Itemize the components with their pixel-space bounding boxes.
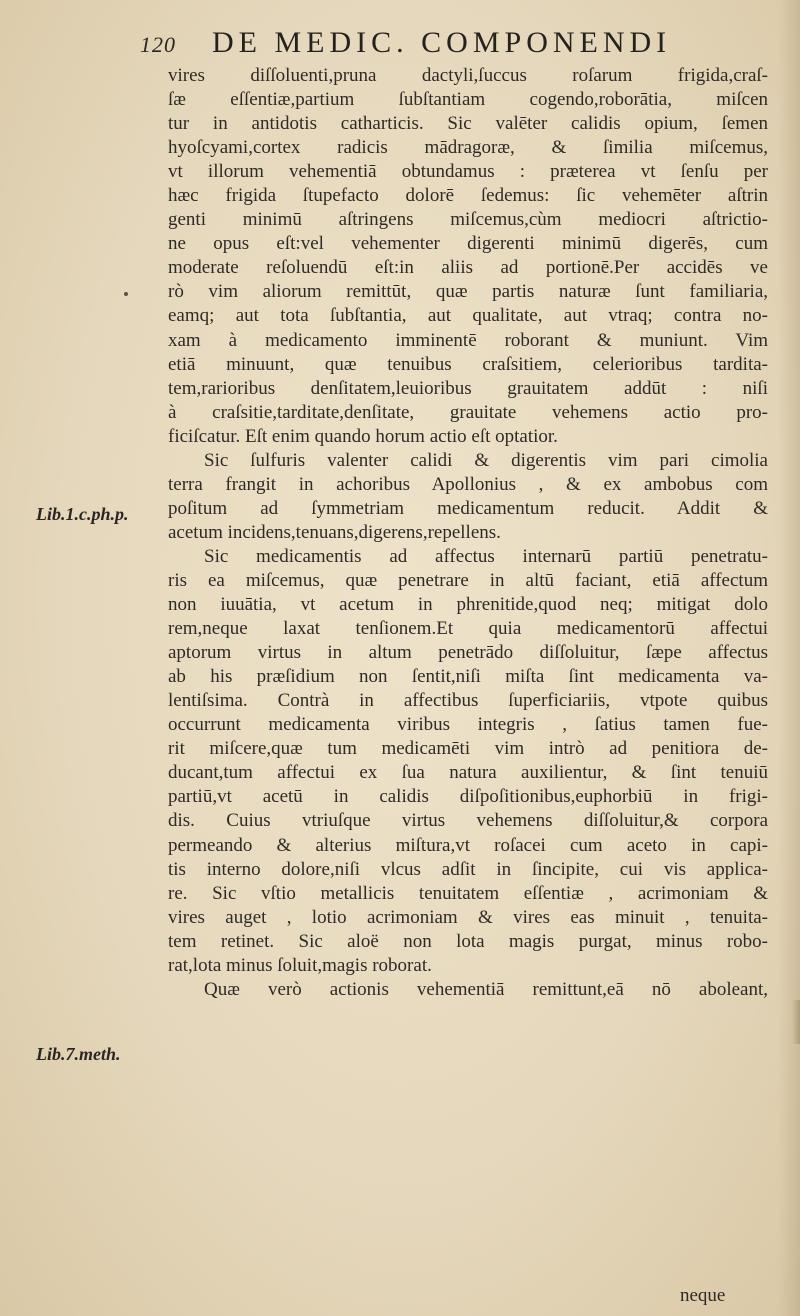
page-header: [140, 26, 730, 66]
text-line: genti minimū aſtringens miſcemus,cùm mediocri aſtrictio-: [168, 209, 768, 231]
text-line: etiā minuunt, quæ tenuibus craſsitiem, celerioribus tardita-: [168, 353, 768, 375]
margin-note-2: Lib.7.meth.: [36, 1044, 121, 1064]
margin-note-1: Lib.1.c.ph.p.: [36, 504, 129, 524]
text-line: tis interno dolore,niſi vlcus adſit in ſincipite, cui vis applica-: [168, 858, 768, 880]
text-line: rò vim aliorum remittūt, quæ partis naturæ ſunt familiaria,: [168, 281, 768, 303]
text-line: tem,rarioribus denſitatem,leuioribus grauitatem addūt : niſi: [168, 377, 768, 399]
text-line: tur in antidotis catharticis. Sic valēter calidis opium, ſemen: [168, 113, 768, 135]
text-line: vires auget , lotio acrimoniam & vires eas minuit , tenuita-: [168, 906, 768, 928]
text-line: hæc frigida ſtupefacto dolorē ſedemus: ſic vehemēter aſtrin: [168, 185, 768, 207]
text-line: poſitum ad ſymmetriam medicamentum reducit. Addit &: [168, 497, 768, 519]
text-line: eamq; aut tota ſubſtantia, aut qualitate, aut vtraq; contra no-: [168, 305, 768, 327]
text-line: re. Sic vſtio metallicis tenuitatem eſſentiæ , acrimoniam &: [168, 882, 768, 904]
text-line: ne opus eſt:vel vehementer digerenti minimū digerēs, cum: [168, 233, 768, 255]
text-line: ris ea miſcemus, quæ penetrare in altū faciant, etiā affectum: [168, 569, 768, 591]
text-line: partiū,vt acetū in calidis diſpoſitionibus,euphorbiū in frigi-: [168, 786, 768, 808]
text-line: ab his præſidium non ſentit,niſi miſta ſint medicamenta va-: [168, 666, 768, 688]
text-line: terra frangit in achoribus Apollonius , & ex ambobus com: [168, 473, 768, 495]
text-line: vires diſſoluenti,pruna dactyli,ſuccus roſarum frigida,craſ-: [168, 65, 768, 86]
running-title: DE MEDIC. COMPONENDI: [212, 26, 672, 59]
catchword: neque: [680, 1285, 726, 1306]
text-line: rit miſcere,quæ tum medicamēti vim intrò ad penitiora de-: [168, 738, 768, 760]
text-line: Quæ verò actionis vehementiā remittunt,eā nō aboleant,: [204, 978, 768, 1000]
text-line: permeando & alterius miſtura,vt roſacei cum aceto in capi-: [168, 834, 768, 856]
text-line: moderate reſoluendū eſt:in aliis ad portionē.Per accidēs ve: [168, 257, 768, 279]
text-line: hyoſcyami,cortex radicis mādragoræ, & ſimilia miſcemus,: [168, 137, 768, 159]
text-line: occurrunt medicamenta viribus integris , ſatius tamen fue-: [168, 714, 768, 736]
text-line: Sic ſulfuris valenter calidi & digerentis vim pari cimolia: [204, 449, 768, 471]
page-edge-mark: [792, 1000, 800, 1044]
page-number: 120: [140, 32, 176, 57]
text-line: dis. Cuius vtriuſque virtus vehemens diſſoluitur,& corpora: [168, 810, 768, 832]
text-line: tem retinet. Sic aloë non lota magis purgat, minus robo-: [168, 930, 768, 952]
text-line: acetum incidens,tenuans,digerens,repellens.: [168, 521, 501, 543]
text-line: ficiſcatur. Eſt enim quando horum actio eſt optatior.: [168, 425, 558, 447]
text-line: à craſsitie,tarditate,denſitate, grauitate vehemens actio pro-: [168, 401, 768, 423]
text-line: aptorum virtus in altum penetrādo diſſoluitur, ſæpe affectus: [168, 642, 768, 664]
margin-dot: [124, 292, 128, 296]
text-line: rem,neque laxat tenſionem.Et quia medicamentorū affectui: [168, 618, 768, 640]
text-line: vt illorum vehementiā obtundamus : præterea vt ſenſu per: [168, 161, 768, 183]
page-edge-shadow: [778, 0, 800, 1316]
text-line: lentiſsima. Contrà in affectibus ſuperficiariis, vtpote quibus: [168, 690, 768, 712]
text-line: Sic medicamentis ad affectus internarū partiū penetratu-: [204, 545, 768, 567]
body-text: [168, 64, 768, 1002]
text-line: non iuuātia, vt acetum in phrenitide,quod neq; mitigat dolo: [168, 594, 768, 616]
text-line: ſæ eſſentiæ,partium ſubſtantiam cogendo,roborātia, miſcen: [168, 89, 768, 111]
text-line: ducant,tum affectui ex ſua natura auxilientur, & ſint tenuiū: [168, 762, 768, 784]
text-line: rat,lota minus ſoluit,magis roborat.: [168, 954, 432, 976]
text-line: xam à medicamento imminentē roborant & muniunt. Vim: [168, 329, 768, 351]
